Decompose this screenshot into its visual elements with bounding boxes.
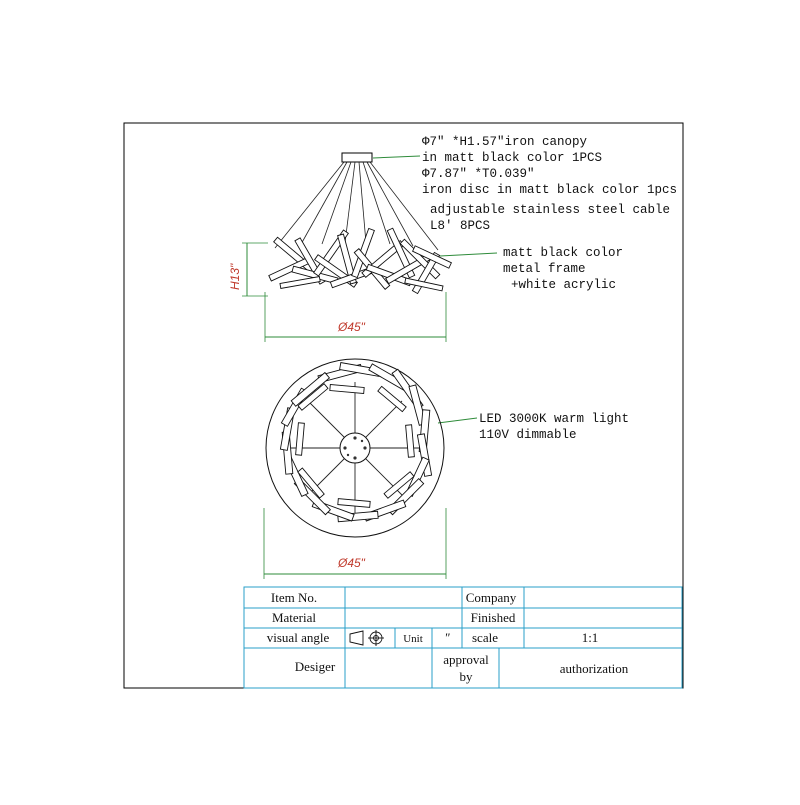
side-diameter-dimension bbox=[265, 292, 446, 342]
finished-label: Finished bbox=[470, 610, 516, 625]
visual-angle-label: visual angle bbox=[266, 630, 330, 645]
projection-symbol-icon bbox=[350, 630, 384, 646]
designer-label: Desiger bbox=[294, 659, 336, 674]
scale-label: scale bbox=[472, 630, 498, 645]
annotations bbox=[422, 135, 677, 442]
led-note-2: 110V dimmable bbox=[479, 428, 577, 442]
suspension-cables bbox=[275, 162, 438, 250]
frame-note-3: +white acrylic bbox=[511, 278, 617, 292]
frame-bars bbox=[269, 228, 452, 293]
canopy-shape bbox=[342, 153, 372, 162]
frame-note-1: matt black color bbox=[503, 246, 624, 260]
company-label: Company bbox=[465, 590, 517, 605]
approval-label-1: approval bbox=[443, 652, 489, 667]
unit-label: Unit bbox=[403, 633, 423, 645]
cable-note-2: L8' 8PCS bbox=[430, 219, 491, 233]
disc-note-2: iron disc in matt black color 1pcs bbox=[422, 183, 678, 197]
top-view bbox=[266, 359, 444, 537]
frame-note-2: metal frame bbox=[503, 262, 586, 276]
height-label: H13" bbox=[228, 263, 242, 290]
top-diameter-label: Ø45" bbox=[338, 556, 365, 570]
approval-label-2: by bbox=[459, 669, 473, 684]
side-diameter-label: Ø45" bbox=[338, 320, 365, 334]
disc-note-1: Φ7.87" *T0.039" bbox=[422, 167, 535, 181]
scale-value: 1:1 bbox=[581, 630, 599, 645]
unit-value: " bbox=[444, 630, 450, 645]
height-dimension bbox=[228, 243, 268, 296]
material-label: Material bbox=[271, 610, 317, 625]
canopy-note-1: Φ7" *H1.57"iron canopy bbox=[422, 135, 588, 149]
item-no-label: Item No. bbox=[270, 590, 318, 605]
authorization-label: authorization bbox=[559, 661, 629, 676]
led-note-1: LED 3000K warm light bbox=[479, 412, 630, 426]
cable-note-1: adjustable stainless steel cable bbox=[430, 203, 671, 217]
title-block bbox=[244, 587, 682, 688]
canopy-note-2: in matt black color 1PCS bbox=[422, 151, 603, 165]
